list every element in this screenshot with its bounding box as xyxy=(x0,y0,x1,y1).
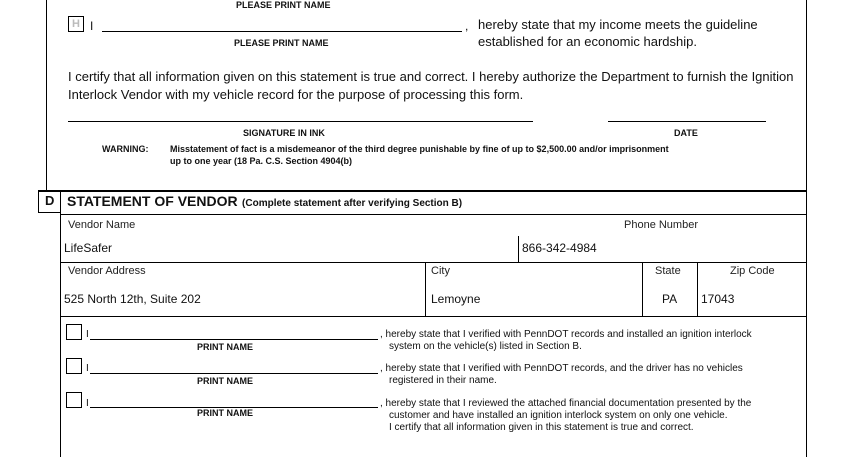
option3-prefix: I xyxy=(86,398,89,409)
vendor-option1-checkbox[interactable] xyxy=(66,324,82,340)
option1-line2: system on the vehicle(s) listed in Section B. xyxy=(389,341,582,352)
warning-line1: Misstatement of fact is a misdemeanor of the third degree punishable by fine of up to $2,500.00 and/or imprisonment xyxy=(170,144,669,154)
section-d-top-border xyxy=(38,190,807,192)
date-label: DATE xyxy=(674,128,698,138)
vendor-address-field[interactable]: 525 North 12th, Suite 202 xyxy=(64,292,201,306)
state-field[interactable]: PA xyxy=(662,292,678,306)
city-label: City xyxy=(431,265,450,277)
warning-label: WARNING: xyxy=(102,144,149,154)
section-d-left-border xyxy=(60,190,61,457)
hardship-checkbox[interactable]: H xyxy=(68,16,84,32)
name-comma: , xyxy=(465,19,469,33)
section-d-letter-left xyxy=(38,190,39,212)
certify-line2: Interlock Vendor with my vehicle record for the purpose of processing this form. xyxy=(68,87,524,102)
applicant-name-line[interactable] xyxy=(102,31,462,32)
hardship-statement-line1: hereby state that my income meets the guideline xyxy=(478,17,758,32)
name-prefix: I xyxy=(90,19,94,33)
signature-line[interactable] xyxy=(68,121,533,122)
option2-name-label: PRINT NAME xyxy=(197,376,253,386)
option2-line2: registered in their name. xyxy=(389,375,497,386)
certify-line1: I certify that all information given on this statement is true and correct. I hereby authorize the Department to furnish the Ignition xyxy=(68,69,794,84)
city-field[interactable]: Lemoyne xyxy=(431,292,481,306)
warning-line2: up to one year (18 Pa. C.S. Section 4904(b) xyxy=(170,156,353,166)
vendor-name-field[interactable]: LifeSafer xyxy=(64,241,113,255)
date-line[interactable] xyxy=(608,121,766,122)
row3-top xyxy=(60,316,807,317)
option3-line1: , hereby state that I reviewed the attached financial documentation presented by the xyxy=(380,398,752,409)
state-label: State xyxy=(655,265,681,277)
right-border xyxy=(806,0,807,457)
vendor-option2-checkbox[interactable] xyxy=(66,358,82,374)
option1-name-label: PRINT NAME xyxy=(197,342,253,352)
option2-name-line[interactable] xyxy=(90,373,378,374)
phone-field[interactable]: 866-342-4984 xyxy=(522,241,597,255)
phone-divider xyxy=(518,236,519,262)
vendor-option3-checkbox[interactable] xyxy=(66,392,82,408)
section-d-subtitle: (Complete statement after verifying Section B) xyxy=(242,198,463,209)
option1-line1: , hereby state that I verified with PennDOT records and installed an ignition interlock xyxy=(380,329,752,340)
top-print-name-label: PLEASE PRINT NAME xyxy=(236,0,331,10)
zip-field[interactable]: 17043 xyxy=(701,292,735,306)
bottom-print-name-label: PLEASE PRINT NAME xyxy=(234,38,329,48)
row1-top xyxy=(60,214,807,215)
row2-top xyxy=(60,262,807,263)
signature-label: SIGNATURE IN INK xyxy=(243,128,325,138)
option3-name-label: PRINT NAME xyxy=(197,408,253,418)
zip-divider xyxy=(697,262,698,316)
state-divider xyxy=(642,262,643,316)
section-d-letter-bottom xyxy=(38,212,60,213)
option2-line1: , hereby state that I verified with PennDOT records, and the driver has no vehicles xyxy=(380,363,743,374)
phone-label: Phone Number xyxy=(624,219,698,231)
vendor-name-label: Vendor Name xyxy=(68,219,136,231)
option3-line3: I certify that all information given in this statement is true and correct. xyxy=(389,422,694,433)
option2-prefix: I xyxy=(86,363,89,374)
option3-line2: customer and have installed an ignition interlock system on only one vehicle. xyxy=(389,410,728,421)
city-divider xyxy=(425,262,426,316)
left-border xyxy=(46,0,47,190)
vendor-address-label: Vendor Address xyxy=(68,265,146,277)
hardship-statement-line2: established for an economic hardship. xyxy=(478,34,697,49)
zip-label: Zip Code xyxy=(730,265,775,277)
option1-prefix: I xyxy=(86,329,89,340)
section-d-letter: D xyxy=(45,193,55,208)
section-d-title xyxy=(67,193,462,211)
option1-name-line[interactable] xyxy=(90,339,378,340)
section-d-title-text: STATEMENT OF VENDOR xyxy=(67,193,238,209)
